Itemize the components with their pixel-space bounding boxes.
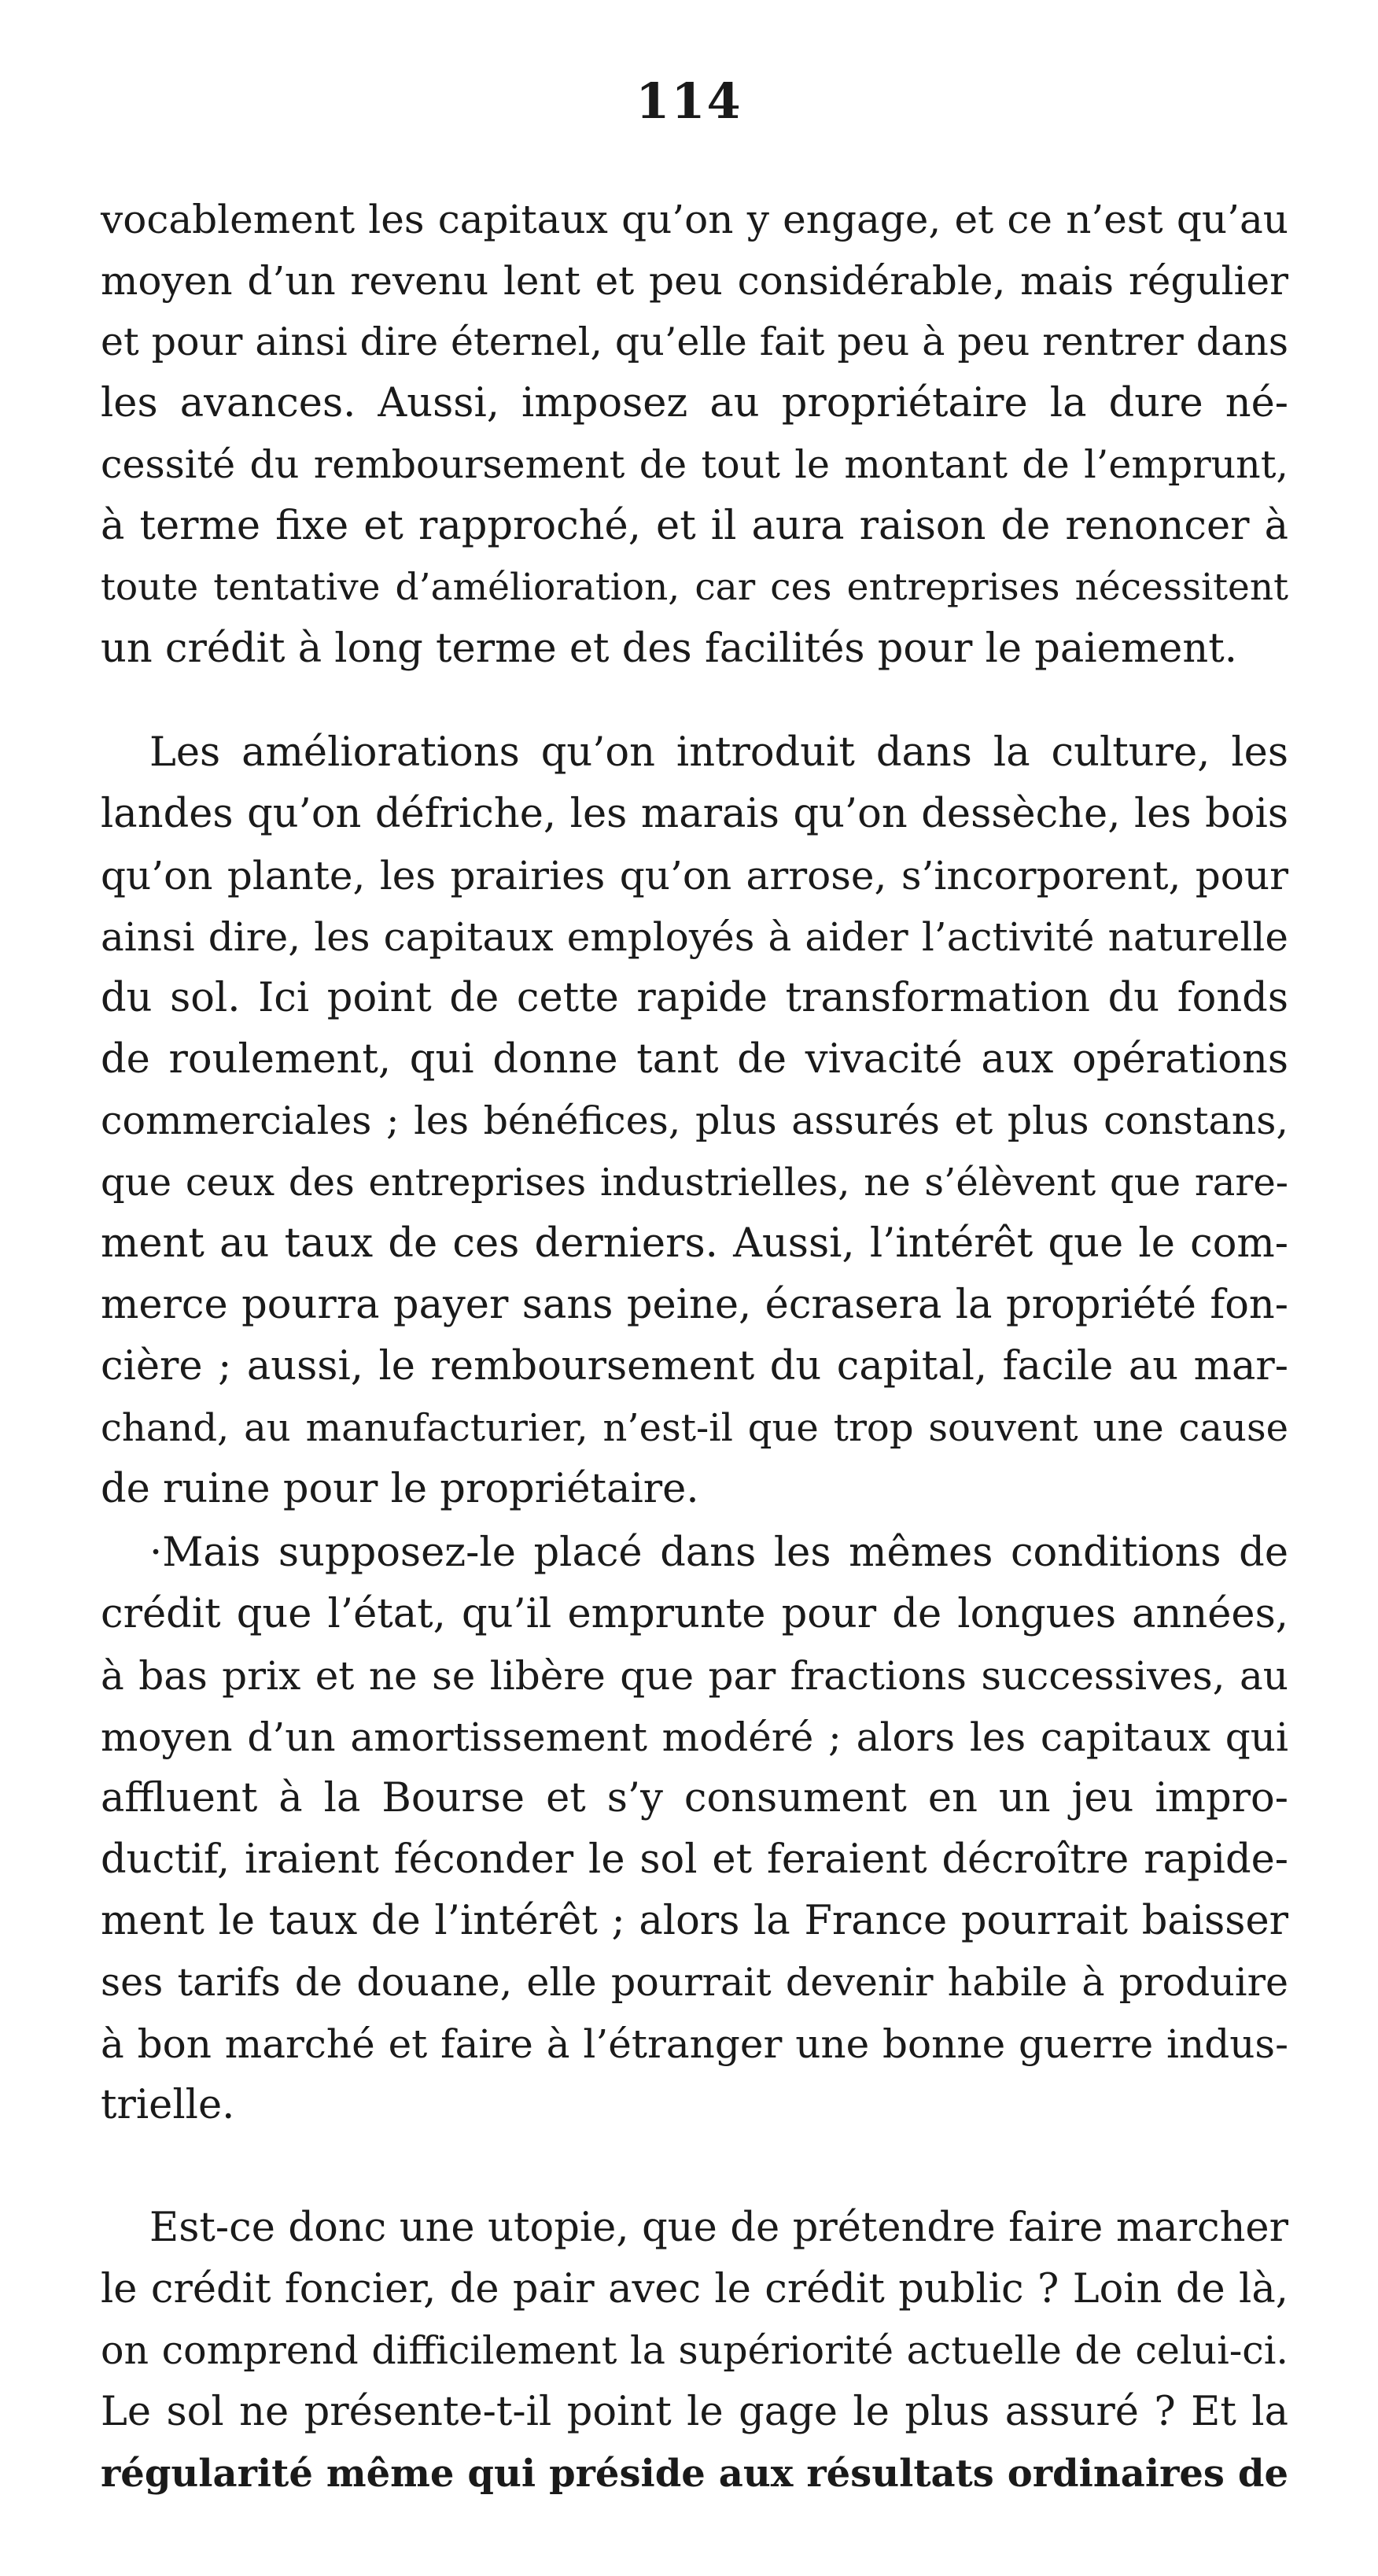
text-line: du sol. Ici point de cette rapide transformation du fonds: [101, 975, 1288, 1021]
text-line: ductif, iraient féconder le sol et feraient décroître rapide-: [101, 1836, 1288, 1883]
text-line: à bas prix et ne se libère que par fractions successives, au: [101, 1653, 1288, 1699]
text-line: régularité même qui préside aux résultats ordinaires de: [101, 2452, 1288, 2496]
paragraph-2: [101, 722, 1288, 1520]
text-line: ment le taux de l’intérêt ; alors la France pourrait baisser: [101, 1898, 1288, 1944]
text-line: affluent à la Bourse et s’y consument en un jeu impro-: [101, 1775, 1288, 1821]
text-line: Le sol ne présente-t-il point le gage le plus assuré ? Et la: [101, 2389, 1288, 2435]
text-line: à bon marché et faire à l’étranger une bonne guerre indus-: [101, 2021, 1288, 2067]
text-line: merce pourra payer sans peine, écrasera la propriété fon-: [101, 1282, 1288, 1328]
text-line: crédit que l’état, qu’il emprunte pour de longues années,: [101, 1591, 1288, 1637]
text-line: moyen d’un amortissement modéré ; alors les capitaux qui: [101, 1714, 1288, 1760]
paragraph-3: [101, 1522, 1288, 2136]
text-line: ainsi dire, les capitaux employés à aider l’activité naturelle: [101, 914, 1288, 960]
text-line: ·Mais supposez-le placé dans les mêmes conditions de: [149, 1530, 1288, 1576]
text-line: Les améliorations qu’on introduit dans la culture, les: [149, 729, 1288, 776]
text-line: qu’on plante, les prairies qu’on arrose, s’incorporent, pour: [101, 853, 1288, 899]
text-line: le crédit foncier, de pair avec le crédit public ? Loin de là,: [101, 2266, 1288, 2312]
text-line: vocablement les capitaux qu’on y engage, et ce n’est qu’au: [101, 197, 1288, 242]
text-line: un crédit à long terme et des facilités pour le paiement.: [101, 626, 1237, 672]
text-line: cessité du remboursement de tout le montant de l’emprunt,: [101, 442, 1288, 487]
text-line: les avances. Aussi, imposez au propriétaire la dure né-: [101, 380, 1288, 426]
text-line: ses tarifs de douane, elle pourrait devenir habile à produire: [101, 1960, 1288, 2005]
paragraph-4: [101, 2198, 1288, 2504]
text-line: commerciales ; les bénéfices, plus assurés et plus constans,: [101, 1098, 1288, 1143]
text-line: de ruine pour le propriétaire.: [101, 1466, 699, 1512]
text-line: chand, au manufacturier, n’est-il que trop souvent une cause: [101, 1406, 1288, 1450]
text-line: ment au taux de ces derniers. Aussi, l’intérêt que le com-: [101, 1220, 1288, 1267]
text-line: que ceux des entreprises industrielles, ne s’élèvent que rare-: [101, 1161, 1288, 1205]
text-line: toute tentative d’amélioration, car ces entreprises nécessitent: [101, 566, 1288, 609]
text-line: à terme fixe et rapproché, et il aura raison de renoncer à: [101, 503, 1288, 549]
text-line: de roulement, qui donne tant de vivacité aux opérations: [101, 1036, 1288, 1083]
page-number: 114: [636, 72, 742, 130]
text-line: on comprend difficilement la supériorité actuelle de celui-ci.: [101, 2328, 1288, 2373]
text-line: Est-ce donc une utopie, que de prétendre faire marcher: [149, 2205, 1288, 2251]
text-line: moyen d’un revenu lent et peu considérable, mais régulier: [101, 258, 1288, 304]
text-line: cière ; aussi, le remboursement du capital, facile au mar-: [101, 1343, 1288, 1389]
text-line: et pour ainsi dire éternel, qu’elle fait peu à peu rentrer dans: [101, 319, 1288, 364]
text-line: landes qu’on défriche, les marais qu’on dessèche, les bois: [101, 791, 1288, 837]
text-line: trielle.: [101, 2082, 235, 2128]
paragraph-1: [101, 189, 1288, 680]
